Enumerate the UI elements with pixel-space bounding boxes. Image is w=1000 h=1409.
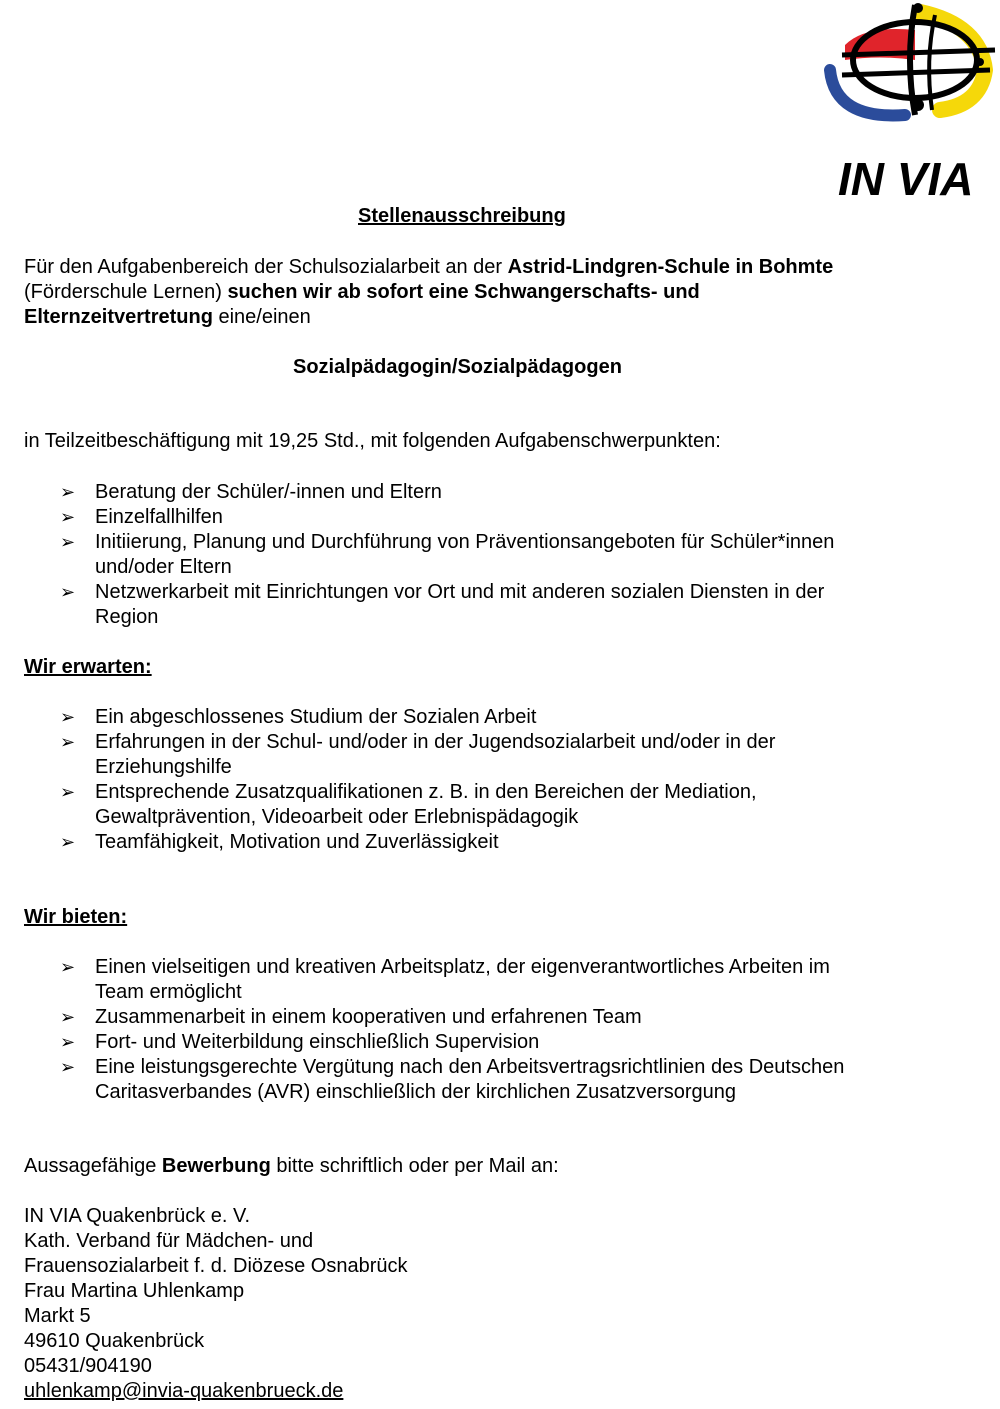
phone-number: 05431/904190: [24, 1355, 152, 1377]
expect-item: Ein abgeschlossenes Studium der Sozialen Arbeit: [95, 706, 537, 728]
expect-item: Teamfähigkeit, Motivation und Zuverlässigkeit: [95, 831, 499, 853]
task-item: Initiierung, Planung und Durchführung von Präventionsangeboten für Schüler*innen: [95, 531, 835, 553]
offer-item: Fort- und Weiterbildung einschließlich Supervision: [95, 1031, 540, 1053]
offer-item: Einen vielseitigen und kreativen Arbeitsplatz, der eigenverantwortliches Arbeiten im: [95, 956, 830, 978]
bullet-arrow-icon: ➢: [60, 832, 76, 852]
position-title: Sozialpädagogin/Sozialpädagogen: [293, 356, 622, 378]
address-line: Frau Martina Uhlenkamp: [24, 1280, 245, 1302]
bullet-arrow-icon: ➢: [60, 957, 76, 977]
intro-text-3: eine/einen: [212, 306, 311, 328]
expect-item-continued: Gewaltprävention, Videoarbeit oder Erlebnispädagogik: [95, 806, 579, 828]
offer-item: Eine leistungsgerechte Vergütung nach den Arbeitsvertragsrichtlinien des Deutschen: [95, 1056, 845, 1078]
offer-heading: Wir bieten:: [24, 906, 128, 928]
bullet-arrow-icon: ➢: [60, 482, 76, 502]
address-line: Kath. Verband für Mädchen- und: [24, 1230, 314, 1252]
logo-text: IN VIA: [838, 153, 974, 205]
application-line: [24, 1154, 559, 1179]
address-line: Markt 5: [24, 1305, 91, 1327]
task-item-continued: und/oder Eltern: [95, 556, 232, 578]
bullet-arrow-icon: ➢: [60, 732, 76, 752]
bullet-arrow-icon: ➢: [60, 1032, 76, 1052]
address-line: IN VIA Quakenbrück e. V.: [24, 1205, 251, 1227]
application-bold: Bewerbung: [161, 1155, 271, 1177]
bullet-arrow-icon: ➢: [60, 1057, 76, 1077]
bullet-arrow-icon: ➢: [60, 532, 76, 552]
expect-heading: Wir erwarten:: [24, 656, 152, 678]
in-via-logo: [820, 0, 1000, 205]
document-heading: Stellenausschreibung: [358, 205, 566, 227]
task-item: Netzwerkarbeit mit Einrichtungen vor Ort und mit anderen sozialen Diensten in der: [95, 581, 825, 603]
email-link[interactable]: uhlenkamp@invia-quakenbrueck.de: [24, 1380, 344, 1402]
task-item: Beratung der Schüler/-innen und Eltern: [95, 481, 442, 503]
offer-item-continued: Team ermöglicht: [95, 981, 242, 1003]
bullet-arrow-icon: ➢: [60, 582, 76, 602]
task-item: Einzelfallhilfen: [95, 506, 223, 528]
task-item-continued: Region: [95, 606, 159, 628]
intro-text-2: (Förderschule Lernen): [24, 281, 228, 303]
intro-line-3: [24, 305, 311, 330]
hours-text: in Teilzeitbeschäftigung mit 19,25 Std., mit folgenden Aufgabenschwerpunkten:: [24, 430, 721, 452]
address-line: 49610 Quakenbrück: [24, 1330, 205, 1352]
address-line: Frauensozialarbeit f. d. Diözese Osnabrück: [24, 1255, 408, 1277]
expect-item-continued: Erziehungshilfe: [95, 756, 232, 778]
application-post: bitte schriftlich oder per Mail an:: [270, 1155, 559, 1177]
bullet-arrow-icon: ➢: [60, 707, 76, 727]
school-name: Astrid-Lindgren-Schule in Bohmte: [507, 256, 834, 278]
offer-item-continued: Caritasverbandes (AVR) einschließlich der kirchlichen Zusatzversorgung: [95, 1081, 737, 1103]
search-text-2: Elternzeitvertretung: [24, 306, 213, 328]
bullet-arrow-icon: ➢: [60, 1007, 76, 1027]
bullet-arrow-icon: ➢: [60, 507, 76, 527]
expect-item: Erfahrungen in der Schul- und/oder in der Jugendsozialarbeit und/oder in der: [95, 731, 776, 753]
expect-item: Entsprechende Zusatzqualifikationen z. B. in den Bereichen der Mediation,: [95, 781, 757, 803]
offer-item: Zusammenarbeit in einem kooperativen und erfahrenen Team: [95, 1006, 642, 1028]
bullet-arrow-icon: ➢: [60, 782, 76, 802]
application-pre: Aussagefähige: [24, 1155, 162, 1177]
intro-line-1: [24, 255, 833, 280]
search-text-1: suchen wir ab sofort eine Schwangerschafts- und: [227, 281, 700, 303]
intro-line-2: [24, 280, 700, 305]
intro-text-1: Für den Aufgabenbereich der Schulsozialarbeit an der: [24, 256, 508, 278]
